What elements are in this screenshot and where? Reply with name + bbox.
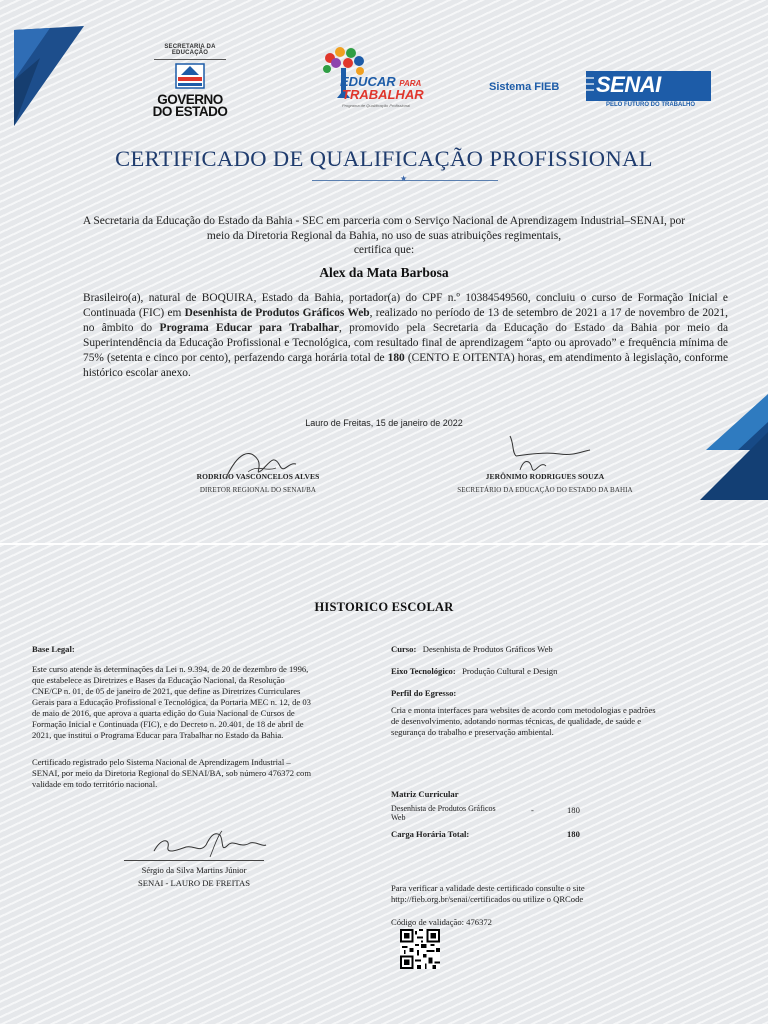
- matriz-item-hours: 180: [567, 805, 580, 815]
- historico-page: [0, 545, 768, 1024]
- historico-signer-unit: SENAI - LAURO DE FREITAS: [138, 878, 250, 888]
- validation-code: Código de validação: 476372: [391, 917, 492, 927]
- curso-row: [391, 644, 553, 655]
- base-legal-line: CNE/CP n. 01, de 05 de janeiro de 2021, que define as Diretrizes Curriculares: [32, 686, 301, 696]
- issue-date: Lauro de Freitas, 15 de janeiro de 2022: [305, 418, 463, 428]
- perfil-line: segurança do trabalho e preservação ambiental.: [391, 727, 554, 737]
- course-name: Desenhista de Produtos Gráficos Web: [184, 307, 370, 319]
- perfil-text: [391, 705, 703, 738]
- senai-word: SENAI: [596, 72, 661, 97]
- sistema-fieb-text: Sistema FIEB: [489, 81, 560, 93]
- senai-logo: [586, 71, 711, 108]
- signature-block-2: [440, 472, 650, 494]
- governo-do-estado-logo: [150, 44, 230, 118]
- certificate-title: CERTIFICADO DE QUALIFICAÇÃO PROFISSIONAL: [115, 146, 653, 171]
- signature-2-scribble: [500, 430, 600, 482]
- corner-decoration-top-left: [0, 0, 90, 130]
- corner-decoration-right: [700, 392, 768, 502]
- registro-line: Certificado registrado pelo Sistema Nacional de Aprendizagem Industrial –: [32, 757, 291, 767]
- intro-line-1: A Secretaria da Educação do Estado da Bahia - SEC em parceria com o Serviço Nacional de Aprendizagem Industrial–SENAI, por: [82, 215, 686, 227]
- bahia-flag-icon: [175, 63, 205, 89]
- eixo-value: Produção Cultural e Design: [462, 666, 558, 676]
- educar-sub: Programa de Qualificação Profissional: [342, 103, 411, 108]
- program-name: Programa Educar para Trabalhar: [159, 322, 339, 334]
- gov-line2: DO ESTADO: [152, 104, 228, 119]
- intro-line-2: meio da Diretoria Regional da Bahia, no uso de suas atribuições regimentais,: [206, 229, 562, 242]
- educar-para-trabalhar-logo: [318, 44, 442, 110]
- signature-1-scribble: [218, 442, 308, 486]
- perfil-line: de desenvolvimento, adotando normas técnicas, de qualidade, de saúde e: [391, 716, 642, 726]
- verify-line: http://fieb.org.br/senai/certificados ou utilize o QRCode: [391, 894, 584, 904]
- curso-label: Curso:: [391, 644, 417, 654]
- base-legal-label: Base Legal:: [32, 644, 75, 654]
- base-legal-line: 2021, que institui o Programa Educar para Trabalhar no Estado da Bahia.: [32, 730, 284, 740]
- gov-line1: GOVERNO: [157, 92, 223, 107]
- historico-signer-name: Sérgio da Silva Martins Júnior: [141, 865, 247, 875]
- matriz-item-line: Web: [391, 813, 406, 822]
- senai-sub: PELO FUTURO DO TRABALHO: [606, 102, 695, 108]
- base-legal-line: de maio de 2016, que aprova a quarta edição do Guia Nacional de Cursos de: [32, 708, 295, 718]
- total-label: Carga Horária Total:: [391, 829, 470, 839]
- registro-line: SENAI, por meio da Diretoria Regional do SENAI/BA, sob número 476372 com: [32, 768, 312, 778]
- matriz-item-name: [391, 804, 521, 822]
- total-value: 180: [567, 829, 580, 839]
- educar-line2: TRABALHAR: [342, 87, 424, 102]
- matriz-item-line: Desenhista de Produtos Gráficos: [391, 804, 496, 813]
- eixo-row: [391, 666, 557, 677]
- certificate-body: Brasileiro(a), natural de BOQUIRA, Estado da Bahia, portador(a) do CPF n.º 10384549560, concluiu o curso de Formação Inicial e Continuada (FIC) em Desenhista de Produtos Gráficos Web, realizado no período de 13 de setembro de 2021 a 17 de novembro de 2021, no âmbito do Programa Educar para Trabalhar, promovido pela Secretaria da Educação do Estado da Bahia por meio da Superintendência da Educação Profissional e Tecnológica, com resultado final de aprendizagem “apto ou aprovado” e frequência mínima de 75% (setenta e cinco por cento), perfazendo carga horária total de 180 (CENTO E OITENTA) horas, em atendimento à legislação, conforme histórico escolar anexo.: [83, 292, 729, 379]
- student-name: Alex da Mata Barbosa: [319, 265, 449, 280]
- gov-divider: [154, 59, 226, 60]
- signer-1-name: RODRIGO VASCONCELOS ALVES: [196, 472, 320, 481]
- signer-2-name: JERÔNIMO RODRIGUES SOUZA: [485, 472, 605, 481]
- historico-title: HISTORICO ESCOLAR: [314, 600, 454, 614]
- star-icon: ★: [400, 174, 408, 183]
- base-legal-line: Gerais para a Educação Profissional e Tecnológica, da Portaria MEC n. 12, de 03: [32, 697, 311, 707]
- base-legal-line: Este curso atende às determinações da Lei n. 9.394, de 20 de dezembro de 1996,: [32, 664, 309, 674]
- signer-2-role: SECRETÁRIO DA EDUCAÇÃO DO ESTADO DA BAHIA: [457, 486, 633, 494]
- educar-line1: EDUCAR PARA: [340, 74, 422, 89]
- base-legal-line: Formação Inicial e Continuada (FIC), e do Decreto n. 20.401, de 18 de abril de: [32, 719, 304, 729]
- perfil-line: Cria e monta interfaces para websites de acordo com metodologias e padrões: [391, 705, 656, 715]
- senai-box: [586, 71, 711, 101]
- intro-line-3: certifica que:: [353, 244, 415, 256]
- qr-code-icon[interactable]: [400, 929, 440, 969]
- perfil-label: Perfil do Egresso:: [391, 688, 457, 698]
- base-legal-text: [32, 664, 358, 741]
- historico-signature-scribble: [140, 827, 270, 863]
- total-hours: 180: [387, 352, 405, 364]
- verify-text: [391, 883, 711, 905]
- certificate-intro: [78, 214, 690, 258]
- signature-block-1: [160, 472, 356, 494]
- gov-secretaria-text: SECRETARIA DA EDUCAÇÃO: [164, 44, 216, 56]
- signer-1-role: DIRETOR REGIONAL DO SENAI/BA: [199, 486, 317, 494]
- registro-line: validade em todo território nacional.: [32, 779, 158, 789]
- registro-text: [32, 757, 358, 790]
- matriz-item-dash: -: [531, 805, 534, 815]
- matriz-label: Matriz Curricular: [391, 789, 459, 799]
- eixo-label: Eixo Tecnológico:: [391, 666, 456, 676]
- educar-para: PARA: [399, 79, 422, 88]
- curso-value: Desenhista de Produtos Gráficos Web: [422, 644, 553, 654]
- base-legal-line: que estabelece as Diretrizes e Bases da Educação Nacional, da Resolução: [32, 675, 285, 685]
- historico-signature-line: [124, 860, 264, 861]
- verify-line: Para verificar a validade deste certificado consulte o site: [391, 883, 585, 893]
